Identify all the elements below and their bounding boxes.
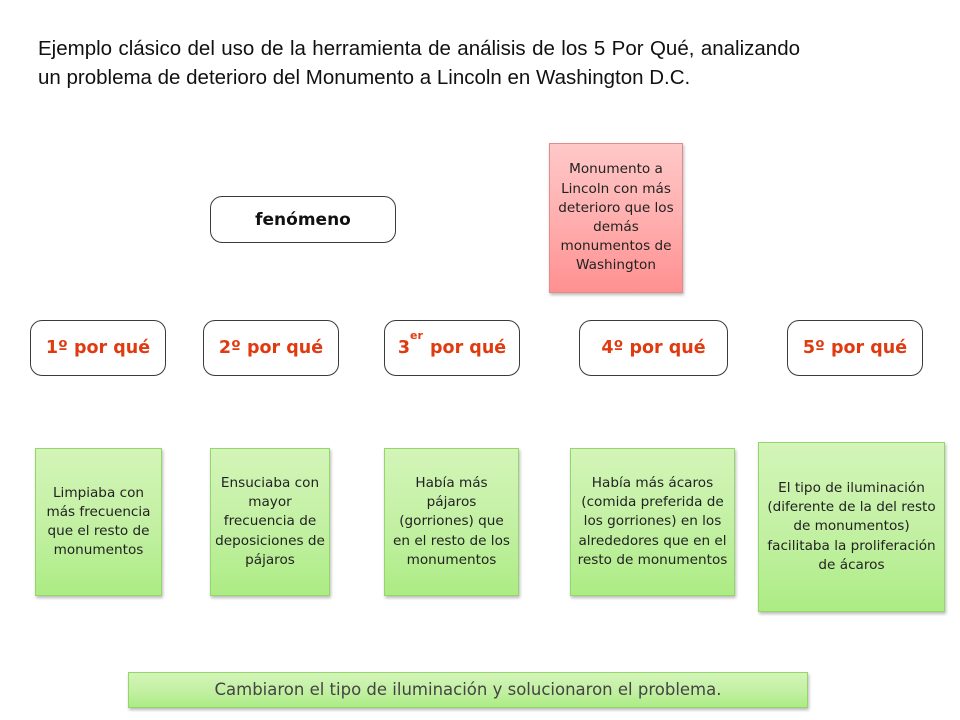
why-5-label: 5º por qué bbox=[802, 338, 908, 358]
why-5-answer-box bbox=[758, 442, 945, 612]
why-1-box bbox=[30, 320, 166, 376]
conclusion-text: Cambiaron el tipo de iluminación y solucionaron el problema. bbox=[214, 680, 722, 700]
intro-text: Ejemplo clásico del uso de la herramienta de análisis de los 5 Por Qué, analizando un problema de deterioro del Monumento a Lincoln en Washington D.C. bbox=[38, 37, 800, 89]
why-5-answer: El tipo de iluminación (diferente de la del resto de monumentos) facilitaba la proliferación de ácaros bbox=[767, 479, 936, 573]
why-4-label: 4º por qué bbox=[601, 338, 706, 358]
why-1-label: 1º por qué bbox=[45, 338, 151, 358]
phenomenon-description-box bbox=[549, 143, 683, 293]
why-2-box bbox=[203, 320, 339, 376]
phenomenon-label: fenómeno bbox=[255, 209, 351, 230]
why-1-answer-box bbox=[35, 448, 162, 596]
why-5-box bbox=[787, 320, 923, 376]
why-2-label: 2º por qué bbox=[218, 338, 324, 358]
why-2-answer: Ensuciaba con mayor frecuencia de deposiciones de pájaros bbox=[215, 474, 325, 568]
why-2-answer-box bbox=[210, 448, 330, 596]
phenomenon-description: Monumento a Lincoln con más deterioro que los demás monumentos de Washington bbox=[558, 161, 674, 274]
why-3-box bbox=[384, 320, 520, 376]
why-1-answer: Limpiaba con más frecuencia que el resto de monumentos bbox=[46, 484, 151, 559]
why-3-answer-box bbox=[384, 448, 519, 596]
phenomenon-label-box bbox=[210, 196, 396, 243]
why-4-answer-box bbox=[570, 448, 735, 596]
why-4-answer: Había más ácaros (comida preferida de los gorriones) en los alrededores que en el resto de monumentos bbox=[577, 474, 728, 568]
conclusion-box bbox=[128, 672, 808, 708]
why-4-box bbox=[579, 320, 728, 376]
why-3-answer: Había más pájaros (gorriones) que en el resto de los monumentos bbox=[393, 474, 510, 568]
why-3-label: 3er por qué bbox=[397, 329, 507, 358]
